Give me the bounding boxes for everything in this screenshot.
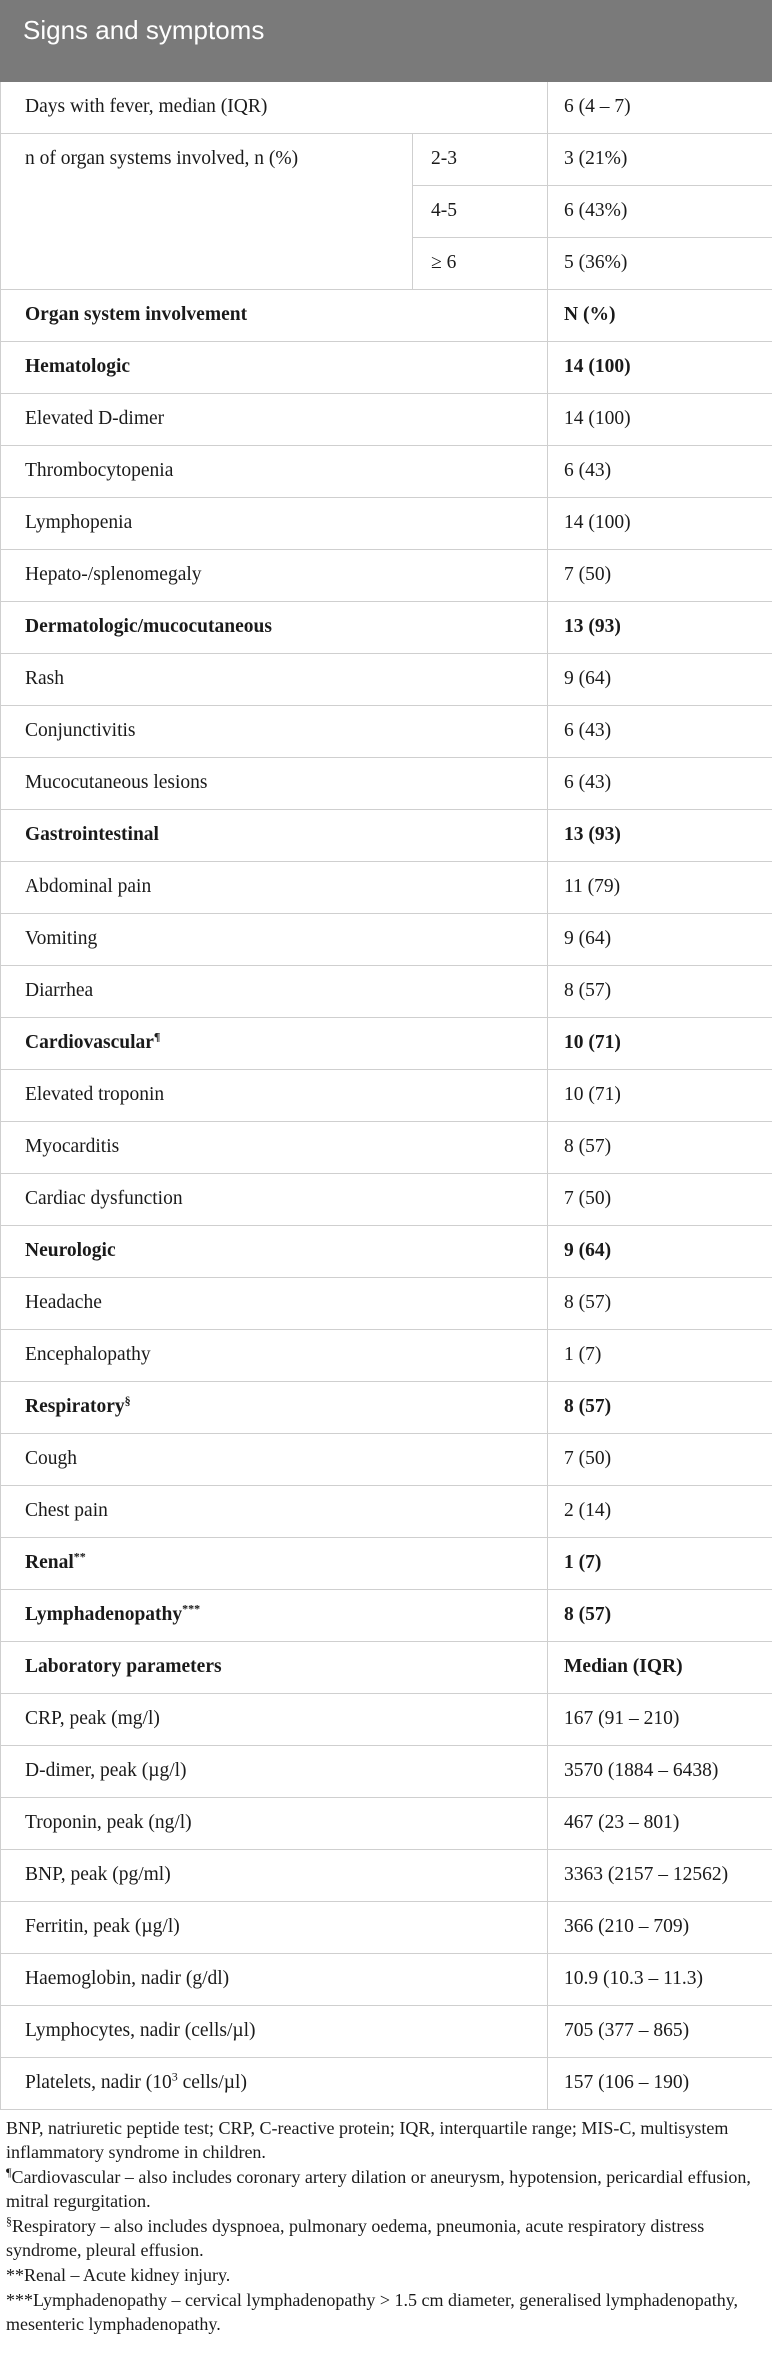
table-row <box>1 1278 772 1330</box>
row-label: Haemoglobin, nadir (g/dl) <box>1 1954 548 2006</box>
row-value: 6 (43) <box>548 446 772 498</box>
row-value: 6 (43) <box>548 758 772 810</box>
row-label: Lymphadenopathy*** <box>1 1590 548 1642</box>
row-value: 11 (79) <box>548 862 772 914</box>
table-row <box>1 1538 772 1590</box>
table-row <box>1 290 772 342</box>
table-row <box>1 1122 772 1174</box>
row-value: 13 (93) <box>548 602 772 654</box>
row-value: 9 (64) <box>548 914 772 966</box>
row-label: Hematologic <box>1 342 548 394</box>
row-label: Mucocutaneous lesions <box>1 758 548 810</box>
row-label: Organ system involvement <box>1 290 548 342</box>
row-value: 13 (93) <box>548 810 772 862</box>
footnote-marker: ¶ <box>6 2165 12 2179</box>
footnote: **Renal – Acute kidney injury. <box>6 2265 231 2285</box>
row-value: 6 (43) <box>548 706 772 758</box>
row-label: Renal** <box>1 1538 548 1590</box>
row-value: 5 (36%) <box>548 238 772 290</box>
row-label: BNP, peak (pg/ml) <box>1 1850 548 1902</box>
table-row <box>1 966 772 1018</box>
row-label: n of organ systems involved, n (%) <box>1 134 413 290</box>
row-value: 7 (50) <box>548 550 772 602</box>
table-row <box>1 134 772 186</box>
footnote-marker: § <box>124 1393 131 1408</box>
table-row <box>1 2006 772 2058</box>
table-row <box>1 550 772 602</box>
row-label: Headache <box>1 1278 548 1330</box>
table-row <box>1 602 772 654</box>
table-footnotes <box>0 2110 772 2336</box>
row-label: Diarrhea <box>1 966 548 1018</box>
row-value: 8 (57) <box>548 1590 772 1642</box>
footnote: ***Lymphadenopathy – cervical lymphadenopathy > 1.5 cm diameter, generalised lymphadenopathy, mesenteric lymphadenopathy. <box>6 2290 739 2334</box>
table-row <box>1 1694 772 1746</box>
row-value: 705 (377 – 865) <box>548 2006 772 2058</box>
table-row <box>1 394 772 446</box>
table-row <box>1 1070 772 1122</box>
table-row <box>1 498 772 550</box>
row-value: 7 (50) <box>548 1434 772 1486</box>
row-value: 8 (57) <box>548 1122 772 1174</box>
row-value: 10.9 (10.3 – 11.3) <box>548 1954 772 2006</box>
row-label: Encephalopathy <box>1 1330 548 1382</box>
table-row <box>1 342 772 394</box>
table-header-value <box>548 1 772 82</box>
row-value: 14 (100) <box>548 394 772 446</box>
row-label: Lymphocytes, nadir (cells/µl) <box>1 2006 548 2058</box>
row-label: Hepato-/splenomegaly <box>1 550 548 602</box>
footnote-marker: *** <box>182 1601 201 1616</box>
row-value: 3 (21%) <box>548 134 772 186</box>
row-label: Days with fever, median (IQR) <box>1 82 548 134</box>
footnote: ¶Cardiovascular – also includes coronary artery dilation or aneurysm, hypotension, pericardial effusion, mitral regurgitation. <box>6 2165 751 2211</box>
row-label: Vomiting <box>1 914 548 966</box>
table-row <box>1 1642 772 1694</box>
table-row <box>1 1590 772 1642</box>
row-value: 3363 (2157 – 12562) <box>548 1850 772 1902</box>
table-row <box>1 914 772 966</box>
row-label: Cardiac dysfunction <box>1 1174 548 1226</box>
row-label: Respiratory§ <box>1 1382 548 1434</box>
row-label: D-dimer, peak (µg/l) <box>1 1746 548 1798</box>
row-value: 8 (57) <box>548 1382 772 1434</box>
table-row <box>1 758 772 810</box>
footnote: BNP, natriuretic peptide test; CRP, C-reactive protein; IQR, interquartile range; MIS-C, multisystem inflammatory syndrome in children. <box>6 2118 729 2162</box>
row-label: Cough <box>1 1434 548 1486</box>
row-value: Median (IQR) <box>548 1642 772 1694</box>
exponent: 3 <box>171 2069 178 2084</box>
row-label: Abdominal pain <box>1 862 548 914</box>
row-value: 1 (7) <box>548 1538 772 1590</box>
row-value: 10 (71) <box>548 1070 772 1122</box>
footnote-marker: ¶ <box>153 1029 161 1044</box>
row-value: 167 (91 – 210) <box>548 1694 772 1746</box>
row-value: 8 (57) <box>548 1278 772 1330</box>
table-row <box>1 1902 772 1954</box>
footnote: §Respiratory – also includes dyspnoea, pulmonary oedema, pneumonia, acute respiratory distress syndrome, pleural effusion. <box>6 2214 705 2260</box>
row-value: 157 (106 – 190) <box>548 2058 772 2110</box>
row-label: Elevated troponin <box>1 1070 548 1122</box>
footnote-marker: ** <box>73 1549 86 1564</box>
row-value: 2 (14) <box>548 1486 772 1538</box>
table-header-title: Signs and symptoms <box>1 1 548 82</box>
table-row <box>1 446 772 498</box>
table-row <box>1 810 772 862</box>
row-label: Cardiovascular¶ <box>1 1018 548 1070</box>
row-range: ≥ 6 <box>413 238 548 290</box>
row-value: 8 (57) <box>548 966 772 1018</box>
row-value: N (%) <box>548 290 772 342</box>
row-label: Lymphopenia <box>1 498 548 550</box>
table-row <box>1 1486 772 1538</box>
row-value: 10 (71) <box>548 1018 772 1070</box>
row-label: Platelets, nadir ($10^3$ cells/µl) <box>1 2058 548 2110</box>
table-row <box>1 1798 772 1850</box>
table-row <box>1 82 772 134</box>
row-label: Myocarditis <box>1 1122 548 1174</box>
row-value: 9 (64) <box>548 1226 772 1278</box>
table-header-row <box>1 1 772 82</box>
table-row <box>1 2058 772 2110</box>
table-row <box>1 862 772 914</box>
table-row <box>1 1330 772 1382</box>
row-label: Dermatologic/mucocutaneous <box>1 602 548 654</box>
table-row <box>1 1954 772 2006</box>
row-label: Gastrointestinal <box>1 810 548 862</box>
table-row <box>1 1850 772 1902</box>
row-range: 4-5 <box>413 186 548 238</box>
row-label: Conjunctivitis <box>1 706 548 758</box>
table-row <box>1 1382 772 1434</box>
row-value: 6 (43%) <box>548 186 772 238</box>
row-label: Troponin, peak (ng/l) <box>1 1798 548 1850</box>
row-label: Thrombocytopenia <box>1 446 548 498</box>
row-label: Neurologic <box>1 1226 548 1278</box>
row-label: Elevated D-dimer <box>1 394 548 446</box>
row-value: 467 (23 – 801) <box>548 1798 772 1850</box>
row-label: Rash <box>1 654 548 706</box>
row-label: Laboratory parameters <box>1 1642 548 1694</box>
table-row <box>1 1746 772 1798</box>
row-value: 366 (210 – 709) <box>548 1902 772 1954</box>
row-label: Chest pain <box>1 1486 548 1538</box>
table-row <box>1 1174 772 1226</box>
table-row <box>1 1226 772 1278</box>
table-row <box>1 654 772 706</box>
row-range: 2-3 <box>413 134 548 186</box>
row-label: Ferritin, peak (µg/l) <box>1 1902 548 1954</box>
table-row <box>1 706 772 758</box>
row-value: 1 (7) <box>548 1330 772 1382</box>
table-row <box>1 1434 772 1486</box>
row-value: 3570 (1884 – 6438) <box>548 1746 772 1798</box>
row-value: 14 (100) <box>548 498 772 550</box>
row-value: 7 (50) <box>548 1174 772 1226</box>
row-value: 14 (100) <box>548 342 772 394</box>
table-row <box>1 1018 772 1070</box>
footnote-marker: § <box>6 2214 12 2228</box>
row-label: CRP, peak (mg/l) <box>1 1694 548 1746</box>
row-value: 9 (64) <box>548 654 772 706</box>
row-value: 6 (4 – 7) <box>548 82 772 134</box>
